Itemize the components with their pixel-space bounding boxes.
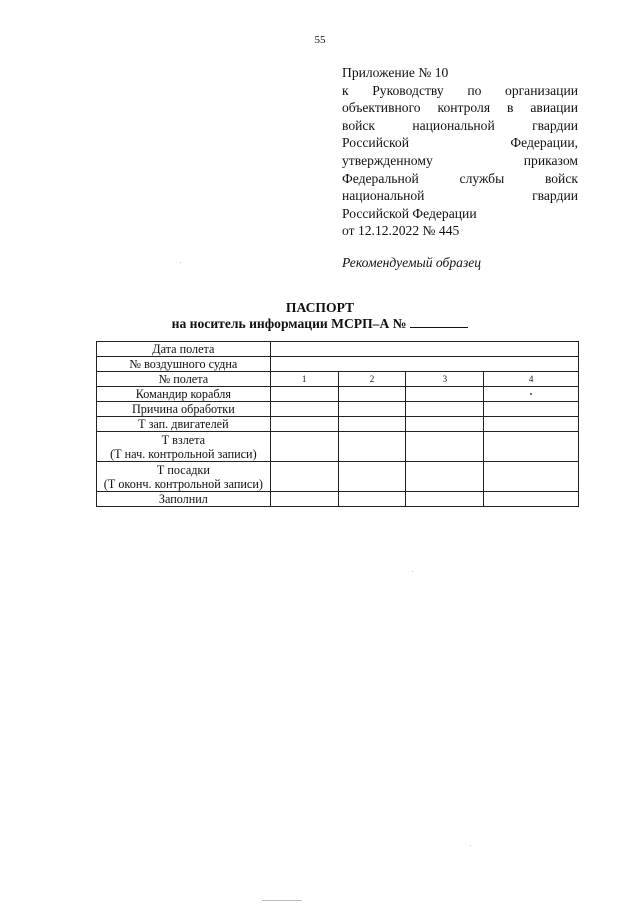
table-cell [270, 432, 338, 462]
scan-dot [530, 393, 532, 395]
takeoff-label: Т взлета [161, 432, 206, 447]
scan-speck [180, 262, 181, 263]
scan-speck [470, 845, 471, 846]
table-cell [338, 402, 406, 417]
appendix-word: авиации [530, 100, 578, 116]
table-row [97, 372, 579, 387]
table-cell [270, 492, 338, 507]
appendix-line [342, 152, 578, 170]
appendix-word: национальной [342, 188, 425, 204]
appendix-word: в [507, 100, 514, 116]
appendix-word: по [467, 82, 482, 98]
appendix-line [342, 99, 578, 117]
row-label-aircraft-number: № воздушного судна [97, 357, 271, 372]
row-label-processing-reason: Причина обработки [97, 402, 271, 417]
table-row [97, 402, 579, 417]
table-cell [406, 492, 484, 507]
appendix-word: гвардии [532, 117, 578, 133]
title-heading: ПАСПОРТ [285, 300, 355, 315]
table-row [97, 462, 579, 492]
table-cell [406, 402, 484, 417]
title-subheading: на носитель информации МСРП–А № [171, 316, 407, 331]
appendix-line [342, 170, 578, 188]
scan-speck [262, 900, 302, 901]
flight-date-cell [270, 342, 578, 357]
appendix-word: утвержденному [342, 152, 433, 168]
takeoff-note: (Т нач. контрольной записи) [110, 446, 257, 461]
table-cell [406, 432, 484, 462]
appendix-line [342, 187, 578, 205]
aircraft-number-cell [270, 357, 578, 372]
table-cell [270, 387, 338, 402]
table-cell [406, 417, 484, 432]
number-blank [410, 316, 468, 328]
appendix-line: Российской Федерации [342, 205, 477, 221]
appendix-line: Приложение № 10 [342, 65, 449, 80]
passport-table [96, 341, 579, 507]
row-label-commander: Командир корабля [97, 387, 271, 402]
appendix-word: контроля [437, 100, 491, 116]
appendix-word: национальной [412, 117, 495, 133]
appendix-line: от 12.12.2022 № 445 [342, 223, 460, 239]
scan-speck [412, 571, 413, 572]
table-row [97, 432, 579, 462]
appendix-line [342, 134, 578, 152]
document-title [0, 300, 640, 332]
row-label-flight-number: № полета [97, 372, 271, 387]
appendix-line [342, 82, 578, 100]
table-row [97, 417, 579, 432]
table-row [97, 357, 579, 372]
appendix-line [342, 117, 578, 135]
table-cell [484, 462, 579, 492]
table-cell [484, 432, 579, 462]
table-cell [338, 462, 406, 492]
table-cell [338, 417, 406, 432]
appendix-word: Федерации, [510, 135, 578, 151]
table-cell [484, 492, 579, 507]
column-number: 2 [338, 372, 406, 387]
table-cell [270, 462, 338, 492]
appendix-word: приказом [523, 152, 578, 168]
row-label-engine-start: Т зап. двигателей [97, 417, 271, 432]
column-number: 4 [484, 372, 579, 387]
table-row [97, 387, 579, 402]
row-label-flight-date: Дата полета [97, 342, 271, 357]
column-number: 1 [270, 372, 338, 387]
appendix-word: гвардии [532, 188, 578, 204]
landing-label: Т посадки [156, 462, 210, 477]
appendix-word: к [342, 82, 349, 98]
row-label-takeoff [97, 432, 271, 462]
row-label-filled-by: Заполнил [97, 492, 271, 507]
appendix-word: войск [342, 117, 376, 133]
table-cell [338, 387, 406, 402]
table-row [97, 342, 579, 357]
appendix-word: Руководству [372, 82, 444, 98]
table-cell [406, 387, 484, 402]
table-cell [270, 402, 338, 417]
appendix-word: службы [459, 170, 505, 186]
page-number: 55 [314, 34, 326, 46]
table-row [97, 492, 579, 507]
table-cell [484, 402, 579, 417]
table-cell [484, 417, 579, 432]
column-number: 3 [406, 372, 484, 387]
appendix-word: объективного [342, 100, 421, 116]
table-cell [338, 492, 406, 507]
appendix-header [342, 64, 578, 240]
table-cell [406, 462, 484, 492]
title-subheading-line [0, 316, 640, 332]
table-cell [270, 417, 338, 432]
appendix-word: Федеральной [342, 170, 419, 186]
table-cell [338, 432, 406, 462]
appendix-word: организации [505, 82, 578, 98]
sample-label: Рекомендуемый образец [342, 255, 482, 270]
appendix-word: Российской [342, 135, 409, 151]
landing-note: (Т оконч. контрольной записи) [103, 476, 263, 491]
row-label-landing [97, 462, 271, 492]
appendix-word: войск [544, 170, 578, 186]
